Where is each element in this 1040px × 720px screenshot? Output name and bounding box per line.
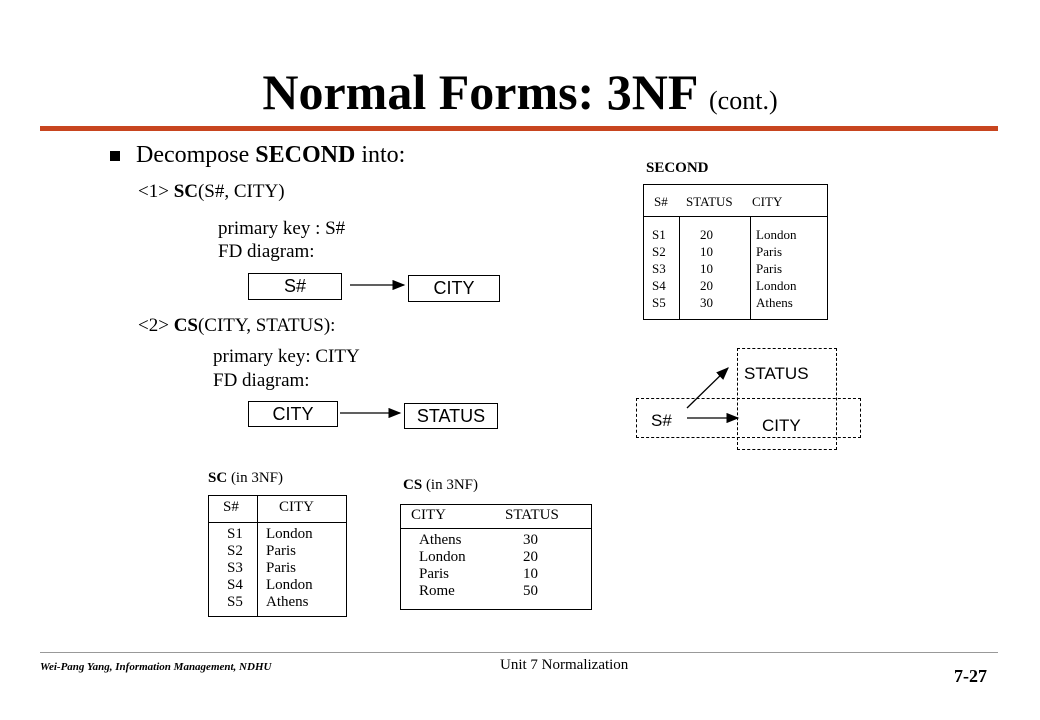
- second-cell: S2: [652, 244, 666, 259]
- sc3nf-label-rest: (in 3NF): [227, 470, 284, 486]
- second-cell: Athens: [756, 295, 793, 310]
- second-table: [643, 184, 828, 320]
- second-col-city: [756, 226, 796, 311]
- cs3nf-col-status: [523, 532, 538, 600]
- sc3nf-table: [208, 495, 347, 617]
- cs-heading-bold: CS: [173, 315, 198, 336]
- cs-primary-key: primary key: CITY: [213, 346, 360, 367]
- sc3nf-col-sno: [227, 526, 243, 611]
- sc3nf-cell: London: [266, 577, 313, 593]
- footer-unit: Unit 7 Normalization: [500, 657, 629, 673]
- sc-heading-prefix: <1>: [138, 181, 174, 202]
- sc3nf-cell: Paris: [266, 560, 296, 576]
- cs3nf-cell: 10: [523, 566, 538, 582]
- cs-fd-box-city: CITY: [248, 401, 338, 427]
- sc-fd-label: FD diagram:: [218, 241, 315, 262]
- cs3nf-cell: London: [419, 549, 466, 565]
- second-cell: Paris: [756, 244, 782, 259]
- sc3nf-divider: [257, 496, 258, 616]
- sc3nf-header-city: CITY: [279, 499, 314, 515]
- second-header: [644, 185, 827, 217]
- second-label: SECOND: [646, 160, 709, 176]
- second-cell: S1: [652, 227, 666, 242]
- sc3nf-cell: S2: [227, 543, 243, 559]
- second-cell: S3: [652, 261, 666, 276]
- second-cell: S4: [652, 278, 666, 293]
- second-col-status: [700, 226, 713, 311]
- sc-primary-key: primary key : S#: [218, 218, 346, 239]
- second-col-sno: [652, 226, 666, 311]
- footer-author: Wei-Pang Yang, Information Management, NDHU: [40, 661, 272, 673]
- cs3nf-cell: 50: [523, 583, 538, 599]
- second-header-city: CITY: [752, 194, 783, 209]
- cs3nf-label-bold: CS: [403, 477, 423, 493]
- footer-rule: [40, 652, 998, 653]
- second-cell: 10: [700, 261, 713, 276]
- cs-fd-box-status: STATUS: [404, 403, 498, 429]
- second-cell: London: [756, 278, 797, 293]
- cs3nf-col-city: [419, 532, 466, 600]
- bullet-suffix: into:: [355, 142, 406, 168]
- cs3nf-header-city: CITY: [411, 507, 446, 523]
- cs3nf-label-rest: (in 3NF): [422, 477, 479, 493]
- sc-fd-box-city: CITY: [408, 275, 500, 302]
- sc-heading-bold: SC: [173, 181, 198, 202]
- cs3nf-cell: Paris: [419, 566, 449, 582]
- second-header-sno: S#: [654, 194, 668, 209]
- title-main: Normal Forms: 3NF: [262, 64, 697, 120]
- sc3nf-col-city: [266, 526, 313, 611]
- footer-page-number: 7-27: [954, 666, 987, 686]
- right-fd-status: STATUS: [744, 364, 809, 383]
- sc3nf-cell: S3: [227, 560, 243, 576]
- sc3nf-header-sno: S#: [223, 499, 239, 515]
- cs3nf-cell: Rome: [419, 583, 455, 599]
- second-divider-2: [750, 216, 751, 319]
- sc-fd-box-sno: S#: [248, 273, 342, 300]
- cs3nf-cell: 30: [523, 532, 538, 548]
- cs3nf-label: [403, 477, 478, 494]
- second-cell: 30: [700, 295, 713, 310]
- second-header-status: STATUS: [686, 194, 733, 209]
- sc3nf-cell: S4: [227, 577, 243, 593]
- second-divider-1: [679, 216, 680, 319]
- sc3nf-cell: S1: [227, 526, 243, 542]
- cs3nf-header-status: STATUS: [505, 507, 559, 523]
- second-cell: 20: [700, 227, 713, 242]
- bullet-bold: SECOND: [255, 142, 356, 168]
- second-cell: 10: [700, 244, 713, 259]
- cs3nf-cell: 20: [523, 549, 538, 565]
- right-fd-city: CITY: [762, 416, 801, 435]
- bullet-prefix: Decompose: [136, 142, 256, 168]
- sc3nf-cell: S5: [227, 594, 243, 610]
- right-fd-sno: S#: [651, 411, 672, 430]
- sc3nf-label: [208, 470, 283, 487]
- second-cell: S5: [652, 295, 666, 310]
- second-cell: 20: [700, 278, 713, 293]
- title-sub: (cont.): [709, 86, 778, 115]
- sc3nf-label-bold: SC: [208, 470, 228, 486]
- sc3nf-cell: Athens: [266, 594, 309, 610]
- cs3nf-cell: Athens: [419, 532, 462, 548]
- sc3nf-cell: London: [266, 526, 313, 542]
- cs3nf-table: [400, 504, 592, 610]
- cs-heading-prefix: <2>: [138, 315, 174, 336]
- second-cell: London: [756, 227, 797, 242]
- sc3nf-cell: Paris: [266, 543, 296, 559]
- cs-fd-label: FD diagram:: [213, 370, 310, 391]
- cs-heading-rest: (CITY, STATUS):: [197, 315, 336, 336]
- second-cell: Paris: [756, 261, 782, 276]
- sc-heading-rest: (S#, CITY): [197, 181, 285, 202]
